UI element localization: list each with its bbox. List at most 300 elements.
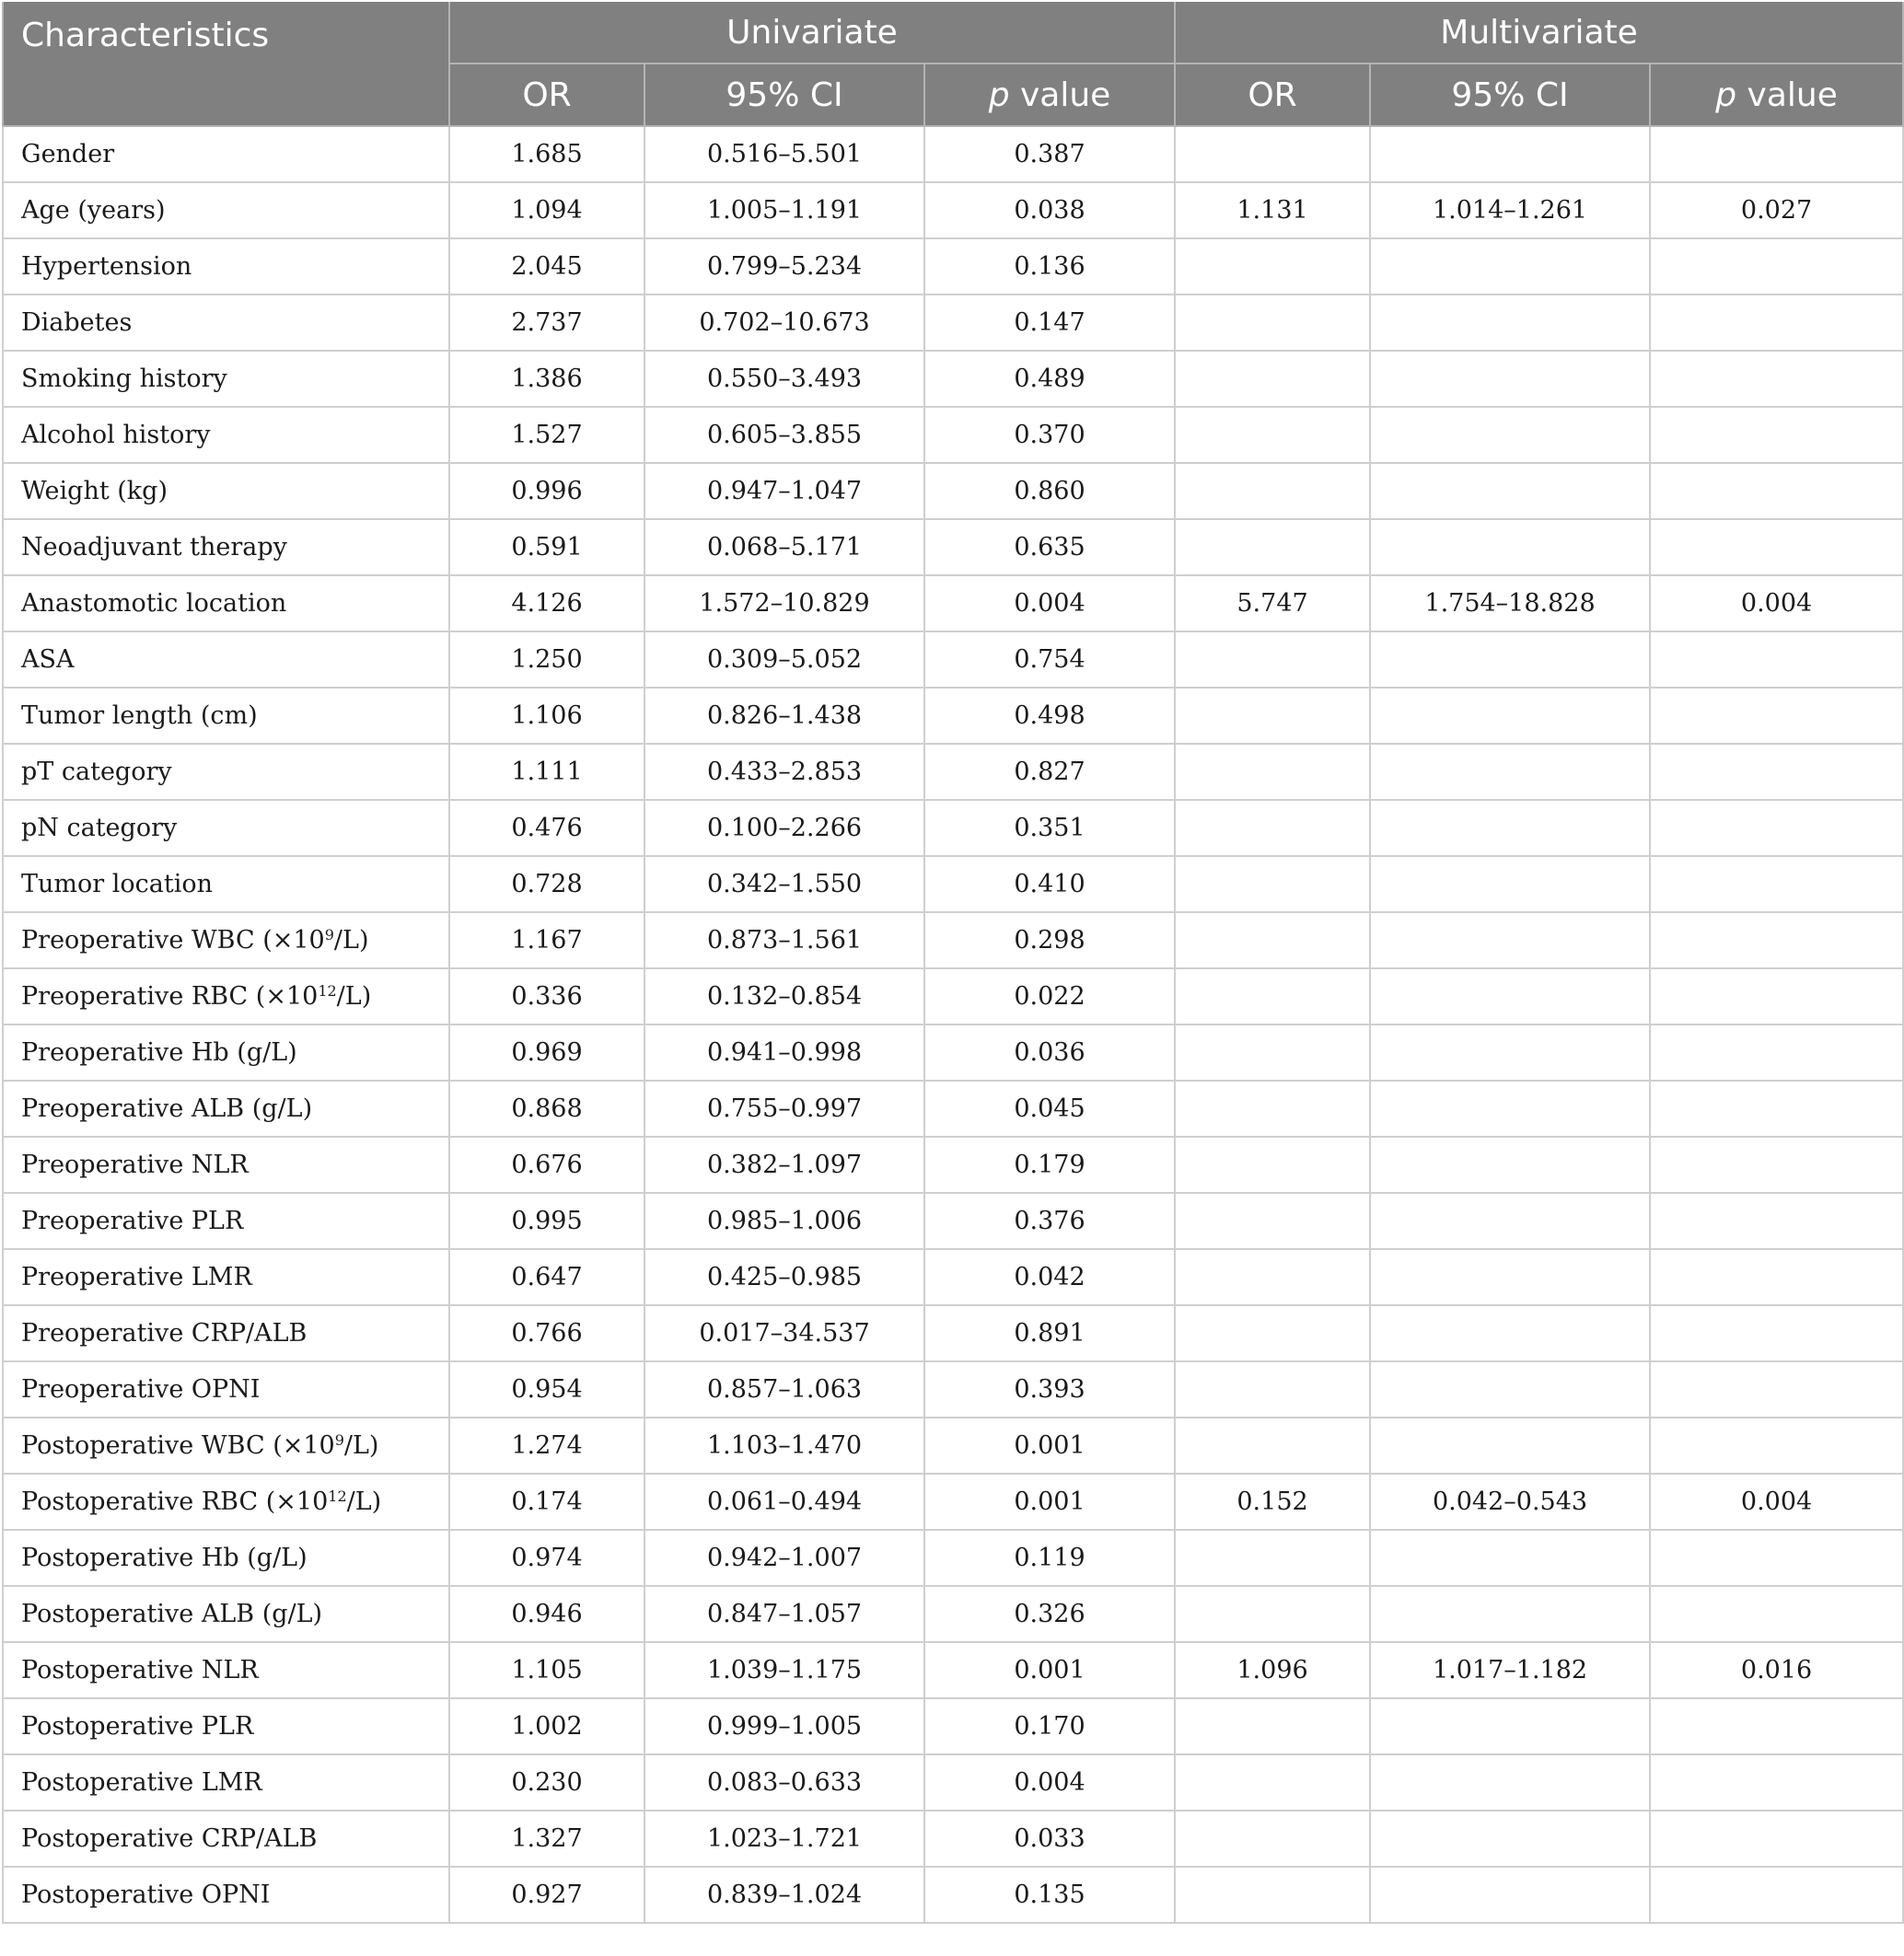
characteristic-label: [3, 631, 449, 688]
univariate-ci-cell: 0.605–3.855: [644, 407, 924, 463]
univariate-ci-cell: 0.826–1.438: [644, 688, 924, 744]
characteristic-label: [3, 1024, 449, 1081]
table-row: [3, 351, 1903, 407]
multivariate-ci-cell: [1370, 688, 1650, 744]
univariate-ci-cell: 0.516–5.501: [644, 126, 924, 182]
multivariate-or-cell: [1175, 1081, 1370, 1137]
p-symbol: p: [988, 75, 1010, 114]
univariate-ci-cell: 0.942–1.007: [644, 1530, 924, 1586]
univariate-ci-cell: 0.100–2.266: [644, 800, 924, 856]
univariate-p-cell: 0.498: [924, 688, 1175, 744]
characteristic-label: [3, 1137, 449, 1193]
univariate-or-cell: 0.927: [449, 1867, 644, 1923]
label-text: Alcohol history: [21, 421, 211, 449]
label-text: Neoadjuvant therapy: [21, 533, 287, 561]
multivariate-or-cell: [1175, 1193, 1370, 1249]
univariate-or-cell: 1.105: [449, 1642, 644, 1698]
multivariate-ci-cell: [1370, 1193, 1650, 1249]
univariate-p-cell: 0.004: [924, 575, 1175, 631]
univariate-header: Univariate: [449, 2, 1175, 64]
label-text: Diabetes: [21, 308, 133, 337]
multivariate-ci-cell: [1370, 968, 1650, 1024]
multivariate-ci-cell: 1.014–1.261: [1370, 182, 1650, 238]
characteristic-label: [3, 463, 449, 519]
multivariate-ci-cell: [1370, 351, 1650, 407]
univariate-p-cell: 0.136: [924, 238, 1175, 295]
label-text: Tumor location: [21, 870, 213, 898]
table-row: [3, 463, 1903, 519]
univariate-ci-cell: 0.847–1.057: [644, 1586, 924, 1642]
characteristic-label: [3, 744, 449, 800]
table-body: [3, 126, 1903, 1923]
univariate-ci-cell: 0.873–1.561: [644, 912, 924, 968]
univariate-p-cell: 0.827: [924, 744, 1175, 800]
univariate-or-cell: 0.676: [449, 1137, 644, 1193]
table-row: [3, 519, 1903, 575]
label-unit-text: /L): [346, 1487, 382, 1516]
label-text: Smoking history: [21, 365, 227, 393]
multivariate-ci-cell: [1370, 1137, 1650, 1193]
multivariate-ci-cell: [1370, 1305, 1650, 1361]
univariate-ci-cell: 1.039–1.175: [644, 1642, 924, 1698]
multivariate-p-cell: 0.004: [1650, 575, 1903, 631]
univariate-ci-cell: 0.382–1.097: [644, 1137, 924, 1193]
univariate-p-cell: 0.033: [924, 1811, 1175, 1867]
label-superscript: 9: [324, 926, 334, 943]
multivariate-or-cell: [1175, 407, 1370, 463]
table-header: [3, 2, 1903, 126]
table-row: [3, 856, 1903, 912]
multivariate-p-cell: [1650, 351, 1903, 407]
univariate-ci-cell: 0.839–1.024: [644, 1867, 924, 1923]
multivariate-p-cell: [1650, 744, 1903, 800]
univariate-or-cell: 2.737: [449, 295, 644, 351]
multivariate-p-cell: [1650, 1249, 1903, 1305]
label-text: Postoperative PLR: [21, 1712, 254, 1741]
label-text: Postoperative NLR: [21, 1656, 259, 1684]
univariate-ci-header: 95% CI: [644, 64, 924, 126]
multivariate-ci-cell: [1370, 295, 1650, 351]
univariate-or-cell: 0.996: [449, 463, 644, 519]
univariate-ci-cell: 0.999–1.005: [644, 1698, 924, 1754]
univariate-or-cell: 0.954: [449, 1361, 644, 1418]
univariate-ci-cell: 0.083–0.633: [644, 1754, 924, 1811]
characteristic-label: [3, 1361, 449, 1418]
multivariate-or-cell: [1175, 519, 1370, 575]
univariate-ci-cell: 0.941–0.998: [644, 1024, 924, 1081]
multivariate-or-cell: [1175, 1698, 1370, 1754]
characteristic-label: [3, 519, 449, 575]
characteristic-label: [3, 1474, 449, 1530]
label-unit-text: /L): [336, 982, 372, 1011]
label-superscript: 12: [318, 982, 337, 1000]
univariate-p-cell: 0.326: [924, 1586, 1175, 1642]
multivariate-or-cell: [1175, 688, 1370, 744]
univariate-p-cell: 0.376: [924, 1193, 1175, 1249]
label-text: Preoperative OPNI: [21, 1375, 261, 1404]
univariate-p-cell: 0.001: [924, 1418, 1175, 1474]
multivariate-ci-cell: [1370, 631, 1650, 688]
multivariate-ci-cell: [1370, 1249, 1650, 1305]
univariate-or-cell: 0.974: [449, 1530, 644, 1586]
univariate-or-cell: 1.527: [449, 407, 644, 463]
multivariate-or-cell: [1175, 1530, 1370, 1586]
p-value-text: value: [1736, 75, 1838, 114]
multivariate-p-cell: [1650, 519, 1903, 575]
univariate-or-cell: 1.274: [449, 1418, 644, 1474]
table-row: [3, 1193, 1903, 1249]
multivariate-or-cell: [1175, 351, 1370, 407]
univariate-ci-cell: 0.132–0.854: [644, 968, 924, 1024]
multivariate-p-cell: [1650, 1361, 1903, 1418]
univariate-p-cell: 0.038: [924, 182, 1175, 238]
univariate-p-cell: 0.022: [924, 968, 1175, 1024]
univariate-ci-cell: 0.061–0.494: [644, 1474, 924, 1530]
label-text: Postoperative ALB (g/L): [21, 1600, 323, 1628]
multivariate-p-cell: [1650, 126, 1903, 182]
characteristic-label: [3, 1530, 449, 1586]
label-text: Weight (kg): [21, 477, 168, 505]
table-row: [3, 1418, 1903, 1474]
multivariate-p-cell: [1650, 1024, 1903, 1081]
multivariate-ci-cell: [1370, 1811, 1650, 1867]
univariate-or-cell: 2.045: [449, 238, 644, 295]
label-unit-text: /L): [333, 926, 369, 955]
multivariate-ci-header: 95% CI: [1370, 64, 1650, 126]
characteristic-label: [3, 182, 449, 238]
univariate-or-cell: 1.250: [449, 631, 644, 688]
multivariate-or-cell: [1175, 1586, 1370, 1642]
multivariate-p-cell: [1650, 463, 1903, 519]
table-row: [3, 912, 1903, 968]
univariate-p-cell: 0.042: [924, 1249, 1175, 1305]
univariate-p-cell: 0.170: [924, 1698, 1175, 1754]
table-row: [3, 1642, 1903, 1698]
univariate-p-cell: 0.489: [924, 351, 1175, 407]
multivariate-ci-cell: 0.042–0.543: [1370, 1474, 1650, 1530]
label-text: Postoperative CRP/ALB: [21, 1824, 318, 1853]
univariate-or-cell: 1.111: [449, 744, 644, 800]
multivariate-or-cell: [1175, 968, 1370, 1024]
univariate-ci-cell: 0.857–1.063: [644, 1361, 924, 1418]
table-row: [3, 1305, 1903, 1361]
univariate-or-cell: 1.167: [449, 912, 644, 968]
characteristic-label: [3, 575, 449, 631]
multivariate-ci-cell: [1370, 1024, 1650, 1081]
multivariate-or-cell: [1175, 1811, 1370, 1867]
univariate-p-cell: 0.370: [924, 407, 1175, 463]
multivariate-ci-cell: [1370, 1867, 1650, 1923]
multivariate-ci-cell: [1370, 1586, 1650, 1642]
univariate-or-cell: 1.327: [449, 1811, 644, 1867]
label-text: Preoperative RBC (×10: [21, 982, 319, 1011]
multivariate-ci-cell: [1370, 407, 1650, 463]
multivariate-p-cell: [1650, 1698, 1903, 1754]
multivariate-p-cell: [1650, 1867, 1903, 1923]
univariate-or-cell: 0.995: [449, 1193, 644, 1249]
multivariate-or-cell: [1175, 1305, 1370, 1361]
label-text: Postoperative OPNI: [21, 1881, 271, 1909]
label-text: Hypertension: [21, 252, 192, 281]
multivariate-or-header: OR: [1175, 64, 1370, 126]
table-row: [3, 1137, 1903, 1193]
univariate-or-cell: 4.126: [449, 575, 644, 631]
multivariate-ci-cell: 1.754–18.828: [1370, 575, 1650, 631]
univariate-p-cell: 0.387: [924, 126, 1175, 182]
multivariate-ci-cell: [1370, 744, 1650, 800]
characteristic-label: [3, 238, 449, 295]
characteristics-header: Characteristics: [3, 2, 449, 126]
univariate-or-cell: 1.002: [449, 1698, 644, 1754]
table-row: [3, 1811, 1903, 1867]
characteristic-label: [3, 351, 449, 407]
univariate-p-cell: 0.410: [924, 856, 1175, 912]
univariate-p-cell: 0.036: [924, 1024, 1175, 1081]
label-text: Preoperative WBC (×10: [21, 926, 325, 955]
multivariate-or-cell: [1175, 1418, 1370, 1474]
multivariate-ci-cell: [1370, 1698, 1650, 1754]
label-text: Postoperative LMR: [21, 1768, 262, 1797]
univariate-ci-cell: 1.023–1.721: [644, 1811, 924, 1867]
multivariate-p-cell: [1650, 856, 1903, 912]
multivariate-ci-cell: [1370, 1530, 1650, 1586]
characteristic-label: [3, 1193, 449, 1249]
label-text: Tumor length (cm): [21, 701, 258, 730]
univariate-or-header: OR: [449, 64, 644, 126]
label-text: Gender: [21, 140, 115, 168]
univariate-or-cell: 1.094: [449, 182, 644, 238]
multivariate-p-cell: 0.016: [1650, 1642, 1903, 1698]
multivariate-ci-cell: 1.017–1.182: [1370, 1642, 1650, 1698]
characteristic-label: [3, 800, 449, 856]
multivariate-p-cell: [1650, 238, 1903, 295]
table-row: [3, 238, 1903, 295]
label-text: Preoperative LMR: [21, 1263, 252, 1291]
univariate-or-cell: 0.476: [449, 800, 644, 856]
multivariate-or-cell: 5.747: [1175, 575, 1370, 631]
characteristic-label: [3, 295, 449, 351]
multivariate-ci-cell: [1370, 1418, 1650, 1474]
univariate-ci-cell: 1.572–10.829: [644, 575, 924, 631]
univariate-or-cell: 0.591: [449, 519, 644, 575]
p-value-text: value: [1009, 75, 1111, 114]
label-text: Preoperative ALB (g/L): [21, 1094, 313, 1123]
multivariate-ci-cell: [1370, 800, 1650, 856]
univariate-p-cell: 0.891: [924, 1305, 1175, 1361]
table-row: [3, 575, 1903, 631]
univariate-ci-cell: 0.985–1.006: [644, 1193, 924, 1249]
label-text: Preoperative CRP/ALB: [21, 1319, 308, 1348]
label-text: Preoperative NLR: [21, 1151, 249, 1179]
multivariate-ci-cell: [1370, 1081, 1650, 1137]
characteristic-label: [3, 688, 449, 744]
multivariate-or-cell: [1175, 238, 1370, 295]
table-row: [3, 407, 1903, 463]
table-row: [3, 800, 1903, 856]
multivariate-or-cell: [1175, 1137, 1370, 1193]
characteristic-label: [3, 968, 449, 1024]
multivariate-header: Multivariate: [1175, 2, 1903, 64]
multivariate-p-cell: [1650, 295, 1903, 351]
univariate-p-cell: 0.393: [924, 1361, 1175, 1418]
multivariate-ci-cell: [1370, 912, 1650, 968]
multivariate-p-cell: [1650, 631, 1903, 688]
multivariate-or-cell: [1175, 1024, 1370, 1081]
characteristic-label: [3, 1586, 449, 1642]
characteristic-label: [3, 1081, 449, 1137]
p-symbol: p: [1715, 75, 1737, 114]
univariate-ci-cell: 0.309–5.052: [644, 631, 924, 688]
label-text: pT category: [21, 758, 172, 786]
multivariate-p-cell: 0.027: [1650, 182, 1903, 238]
table-row: [3, 688, 1903, 744]
univariate-or-cell: 1.685: [449, 126, 644, 182]
univariate-ci-cell: 0.425–0.985: [644, 1249, 924, 1305]
univariate-or-cell: 1.106: [449, 688, 644, 744]
univariate-p-cell: 0.119: [924, 1530, 1175, 1586]
univariate-or-cell: 0.969: [449, 1024, 644, 1081]
multivariate-p-cell: [1650, 1137, 1903, 1193]
multivariate-p-cell: [1650, 800, 1903, 856]
univariate-p-cell: 0.298: [924, 912, 1175, 968]
univariate-or-cell: 0.868: [449, 1081, 644, 1137]
multivariate-or-cell: [1175, 631, 1370, 688]
table-row: [3, 1867, 1903, 1923]
univariate-ci-cell: 0.433–2.853: [644, 744, 924, 800]
multivariate-p-cell: [1650, 1305, 1903, 1361]
univariate-or-cell: 1.386: [449, 351, 644, 407]
table-row: [3, 1586, 1903, 1642]
table-row: [3, 1530, 1903, 1586]
label-superscript: 12: [328, 1487, 347, 1505]
univariate-ci-cell: 0.017–34.537: [644, 1305, 924, 1361]
label-text: Postoperative WBC (×10: [21, 1431, 335, 1460]
label-unit-text: /L): [343, 1431, 379, 1460]
table-row: [3, 1474, 1903, 1530]
characteristic-label: [3, 856, 449, 912]
univariate-ci-cell: 0.799–5.234: [644, 238, 924, 295]
multivariate-ci-cell: [1370, 1361, 1650, 1418]
multivariate-or-cell: [1175, 126, 1370, 182]
univariate-ci-cell: 1.103–1.470: [644, 1418, 924, 1474]
characteristic-label: [3, 1811, 449, 1867]
table-row: [3, 631, 1903, 688]
univariate-or-cell: 0.766: [449, 1305, 644, 1361]
multivariate-or-cell: [1175, 1754, 1370, 1811]
univariate-ci-cell: 0.947–1.047: [644, 463, 924, 519]
multivariate-p-cell: [1650, 688, 1903, 744]
regression-table: [2, 2, 1904, 1924]
table-row: [3, 968, 1903, 1024]
univariate-p-cell: 0.001: [924, 1642, 1175, 1698]
univariate-p-cell: 0.351: [924, 800, 1175, 856]
label-text: Postoperative Hb (g/L): [21, 1544, 308, 1572]
multivariate-ci-cell: [1370, 463, 1650, 519]
label-text: ASA: [21, 645, 75, 674]
label-text: pN category: [21, 814, 178, 842]
univariate-or-cell: 0.230: [449, 1754, 644, 1811]
characteristic-label: [3, 1867, 449, 1923]
univariate-p-header: [924, 64, 1175, 126]
label-superscript: 9: [334, 1431, 344, 1449]
table-row: [3, 1698, 1903, 1754]
univariate-or-cell: 0.174: [449, 1474, 644, 1530]
multivariate-ci-cell: [1370, 1754, 1650, 1811]
table-row: [3, 1754, 1903, 1811]
univariate-or-cell: 0.647: [449, 1249, 644, 1305]
multivariate-or-cell: [1175, 856, 1370, 912]
multivariate-p-cell: [1650, 1811, 1903, 1867]
univariate-p-cell: 0.147: [924, 295, 1175, 351]
multivariate-p-cell: [1650, 1754, 1903, 1811]
multivariate-or-cell: [1175, 295, 1370, 351]
multivariate-p-cell: [1650, 968, 1903, 1024]
univariate-ci-cell: 1.005–1.191: [644, 182, 924, 238]
multivariate-p-cell: [1650, 1530, 1903, 1586]
table-row: [3, 1024, 1903, 1081]
univariate-ci-cell: 0.068–5.171: [644, 519, 924, 575]
table-row: [3, 744, 1903, 800]
multivariate-ci-cell: [1370, 126, 1650, 182]
univariate-or-cell: 0.946: [449, 1586, 644, 1642]
univariate-or-cell: 0.336: [449, 968, 644, 1024]
univariate-ci-cell: 0.342–1.550: [644, 856, 924, 912]
multivariate-p-cell: [1650, 912, 1903, 968]
multivariate-or-cell: [1175, 1249, 1370, 1305]
table-row: [3, 295, 1903, 351]
univariate-p-cell: 0.860: [924, 463, 1175, 519]
multivariate-p-cell: [1650, 1081, 1903, 1137]
multivariate-or-cell: [1175, 1867, 1370, 1923]
characteristic-label: [3, 1642, 449, 1698]
label-text: Preoperative PLR: [21, 1207, 244, 1235]
multivariate-or-cell: 1.096: [1175, 1642, 1370, 1698]
univariate-p-cell: 0.635: [924, 519, 1175, 575]
label-text: Age (years): [21, 196, 166, 225]
characteristic-label: [3, 126, 449, 182]
characteristic-label: [3, 407, 449, 463]
univariate-p-cell: 0.045: [924, 1081, 1175, 1137]
table-row: [3, 1081, 1903, 1137]
multivariate-or-cell: [1175, 463, 1370, 519]
characteristic-label: [3, 1305, 449, 1361]
univariate-p-cell: 0.179: [924, 1137, 1175, 1193]
multivariate-or-cell: [1175, 800, 1370, 856]
multivariate-or-cell: 1.131: [1175, 182, 1370, 238]
label-text: Anastomotic location: [21, 589, 287, 618]
multivariate-ci-cell: [1370, 856, 1650, 912]
characteristic-label: [3, 1754, 449, 1811]
multivariate-ci-cell: [1370, 519, 1650, 575]
label-text: Postoperative RBC (×10: [21, 1487, 329, 1516]
multivariate-or-cell: [1175, 1361, 1370, 1418]
univariate-or-cell: 0.728: [449, 856, 644, 912]
multivariate-p-cell: [1650, 1193, 1903, 1249]
multivariate-p-header: [1650, 64, 1903, 126]
multivariate-or-cell: [1175, 744, 1370, 800]
multivariate-or-cell: 0.152: [1175, 1474, 1370, 1530]
table-row: [3, 126, 1903, 182]
multivariate-p-cell: [1650, 1586, 1903, 1642]
univariate-p-cell: 0.004: [924, 1754, 1175, 1811]
characteristic-label: [3, 1418, 449, 1474]
label-text: Preoperative Hb (g/L): [21, 1038, 297, 1067]
univariate-ci-cell: 0.755–0.997: [644, 1081, 924, 1137]
table-row: [3, 1249, 1903, 1305]
multivariate-ci-cell: [1370, 238, 1650, 295]
univariate-ci-cell: 0.702–10.673: [644, 295, 924, 351]
univariate-p-cell: 0.001: [924, 1474, 1175, 1530]
